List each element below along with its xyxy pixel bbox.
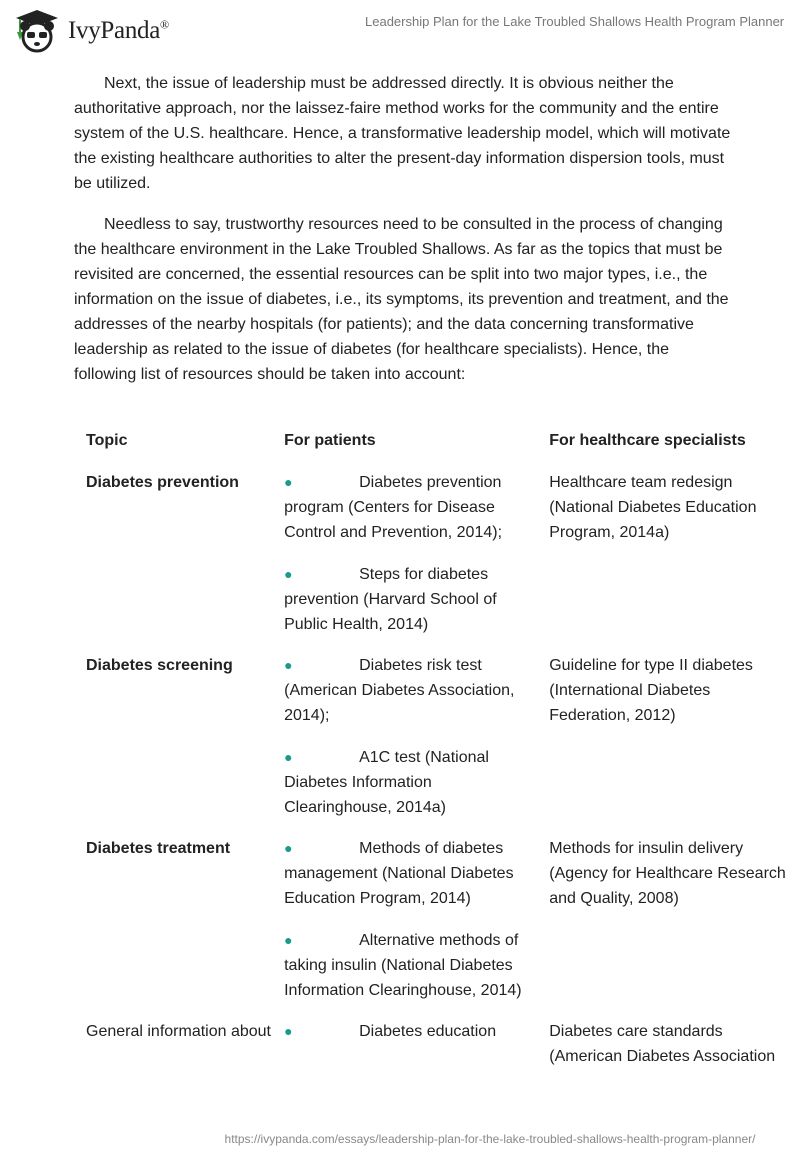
list-item xyxy=(284,470,534,545)
specialists-cell xyxy=(549,653,800,836)
resource-line: (Agency for Healthcare Research xyxy=(549,865,786,882)
table-header-row xyxy=(86,428,800,470)
topic-cell: Diabetes prevention xyxy=(86,474,239,491)
resource-line: (International Diabetes xyxy=(549,682,711,699)
bullet-icon: ● xyxy=(284,840,293,856)
resource-line: Program, 2014a) xyxy=(549,524,670,541)
patients-cell xyxy=(284,653,549,836)
resource-text: Steps for diabetes prevention (Harvard School of Public Health, 2014) xyxy=(284,566,497,633)
bullet-icon: ● xyxy=(284,657,293,673)
resource-line: Guideline for type II diabetes xyxy=(549,657,753,674)
specialists-cell xyxy=(549,1019,800,1085)
document-title: Leadership Plan for the Lake Troubled Shallows Health Program Planner xyxy=(365,14,785,29)
patients-cell xyxy=(284,836,549,1019)
paragraph: Needless to say, trustworthy resources need to be consulted in the process of changing the healthcare environment in the Lake Troubled Shallows. As far as the topics that must be revisited are concerned, the essential resources can be split into two major types, i.e., the information on the issue of diabetes, i.e., its symptoms, its prevention and treatment, and the addresses of the nearby hospitals (for patients); and the data concerning transformative leadership as related to the issue of diabetes (for healthcare specialists). Hence, the following list of resources should be taken into account: xyxy=(74,216,729,383)
column-header-topic: Topic xyxy=(86,432,128,449)
source-url[interactable]: https://ivypanda.com/essays/leadership-plan-for-the-lake-troubled-shallows-health-program-planner/ xyxy=(224,1132,756,1146)
brand-text: IvyPanda xyxy=(68,17,161,44)
table-row xyxy=(86,1019,800,1085)
resource-text: Alternative methods of taking insulin (National Diabetes Information Clearinghouse, 2014) xyxy=(284,932,522,999)
table-row xyxy=(86,470,800,653)
resource-line: Healthcare team redesign xyxy=(549,474,733,491)
resources-table xyxy=(86,428,800,1085)
essay-body xyxy=(74,71,734,403)
registered-mark: ® xyxy=(160,17,169,32)
ivypanda-logo[interactable] xyxy=(12,8,169,54)
paragraph: Next, the issue of leadership must be addressed directly. It is obvious neither the authoritative approach, nor the laissez-faire method works for the community and the entire system of the U.S. healthcare. Hence, a transformative leadership model, which will motivate the existing healthcare authorities to alter the present-day information dispersion tools, must be utilized. xyxy=(74,75,731,192)
panda-graduate-icon xyxy=(12,8,62,54)
list-item xyxy=(284,562,534,637)
table-row xyxy=(86,836,800,1019)
resource-line: (American Diabetes Association xyxy=(549,1048,776,1065)
specialists-cell xyxy=(549,836,800,1019)
resource-line: Methods for insulin delivery xyxy=(549,840,744,857)
column-header-patients: For patients xyxy=(284,432,376,449)
page-header xyxy=(0,0,800,60)
list-item xyxy=(284,653,534,728)
bullet-icon: ● xyxy=(284,932,293,948)
topic-cell: General information about xyxy=(86,1023,271,1040)
bullet-icon: ● xyxy=(284,474,293,490)
list-item xyxy=(284,836,534,911)
patients-cell xyxy=(284,470,549,653)
resource-text: Diabetes education xyxy=(359,1023,497,1040)
brand-name xyxy=(68,17,169,45)
bullet-icon: ● xyxy=(284,749,293,765)
resource-text: Diabetes risk test (American Diabetes Association, 2014); xyxy=(284,657,515,724)
resource-text: A1C test (National Diabetes Information Clearinghouse, 2014a) xyxy=(284,749,489,816)
patients-cell xyxy=(284,1019,549,1085)
topic-cell: Diabetes screening xyxy=(86,657,233,674)
bullet-icon: ● xyxy=(284,566,293,582)
list-item xyxy=(284,928,534,1003)
resource-line: and Quality, 2008) xyxy=(549,890,679,907)
table-row xyxy=(86,653,800,836)
list-item xyxy=(284,1019,534,1044)
resource-line: (National Diabetes Education xyxy=(549,499,757,516)
list-item xyxy=(284,745,534,820)
resource-line: Diabetes care standards xyxy=(549,1023,723,1040)
topic-cell: Diabetes treatment xyxy=(86,840,231,857)
resource-line: Federation, 2012) xyxy=(549,707,676,724)
specialists-cell xyxy=(549,470,800,653)
resource-text: Methods of diabetes management (National Diabetes Education Program, 2014) xyxy=(284,840,514,907)
bullet-icon: ● xyxy=(284,1023,293,1039)
column-header-specialists: For healthcare specialists xyxy=(549,432,746,449)
resource-text: Diabetes prevention program (Centers for Disease Control and Prevention, 2014); xyxy=(284,474,503,541)
